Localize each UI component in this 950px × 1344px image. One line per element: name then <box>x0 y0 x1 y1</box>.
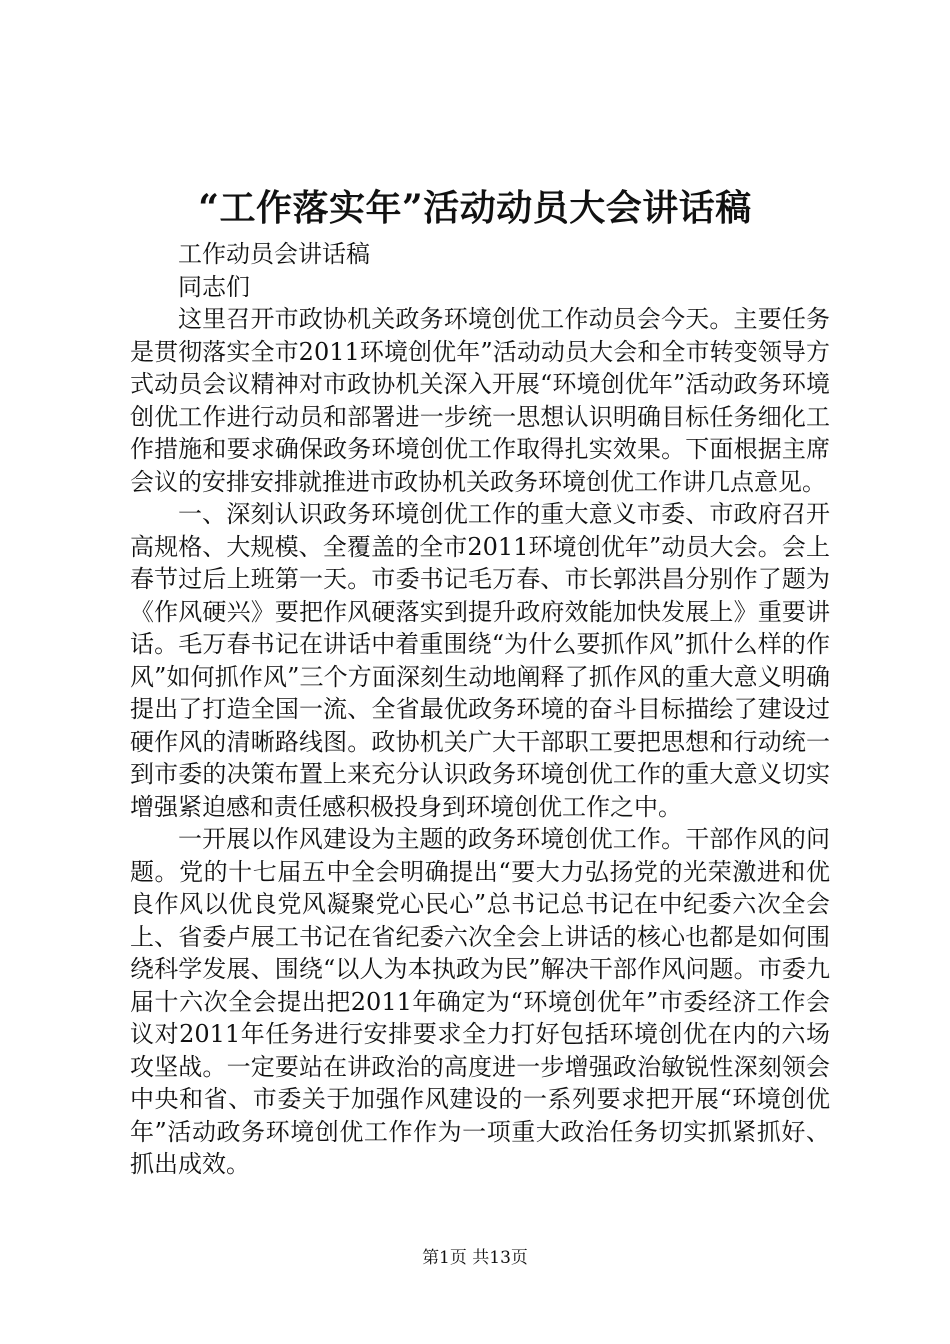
page-number-footer: 第1页 共13页 <box>422 1248 528 1268</box>
document-title: “工作落实年”活动动员大会讲话稿 <box>198 187 752 229</box>
document-body <box>130 238 830 1181</box>
salutation-line: 同志们 <box>178 272 250 301</box>
body-paragraph-2: 一、深刻认识政务环境创优工作的重大意义市委、市政府召开高规格、大规模、全覆盖的全市2011环境创优年”动员大会。会上春节过后上班第一天。市委书记毛万春、市长郭洪昌分别作了题为《作风硬兴》要把作风硬落实到提升政府效能加快发展上》重要讲话。毛万春书记在讲话中着重围绕“为什么要抓作风”抓什么样的作风”如何抓作风”三个方面深刻生动地阐释了抓作风的重大意义明确提出了打造全国一流、全省最优政务环境的奋斗目标描绘了建设过硬作风的清晰路线图。政协机关广大干部职工要把思想和行动统一到市委的决策布置上来充分认识政务环境创优工作的重大意义切实增强紧迫感和责任感积极投身到环境创优工作之中。 <box>130 500 830 821</box>
body-paragraph-1: 这里召开市政协机关政务环境创优工作动员会今天。主要任务是贯彻落实全市2011环境创优年”活动动员大会和全市转变领导方式动员会议精神对市政协机关深入开展“环境创优年”活动政务环境创优工作进行动员和部署进一步统一思想认识明确目标任务细化工作措施和要求确保政务环境创优工作取得扎实效果。下面根据主席会议的安排安排就推进市政协机关政务环境创优工作讲几点意见。 <box>130 305 830 496</box>
subtitle-line: 工作动员会讲话稿 <box>178 240 370 268</box>
body-paragraph-3: 一开展以作风建设为主题的政务环境创优工作。干部作风的问题。党的十七届五中全会明确提出“要大力弘扬党的光荣激进和优良作风以优良党风凝聚党心民心”总书记总书记在中纪委六次全会上、省委卢展工书记在省纪委六次全会上讲话的核心也都是如何围绕科学发展、围绕“以人为本执政为民”解决干部作风问题。市委九届十六次全会提出把2011年确定为“环境创优年”市委经济工作会议对2011年任务进行安排要求全力打好包括环境创优在内的六场攻坚战。一定要站在讲政治的高度进一步增强政治敏锐性深刻领会中央和省、市委关于加强作风建设的一系列要求把开展“环境创优年”活动政务环境创优工作作为一项重大政治任务切实抓紧抓好、抓出成效。 <box>130 825 830 1178</box>
